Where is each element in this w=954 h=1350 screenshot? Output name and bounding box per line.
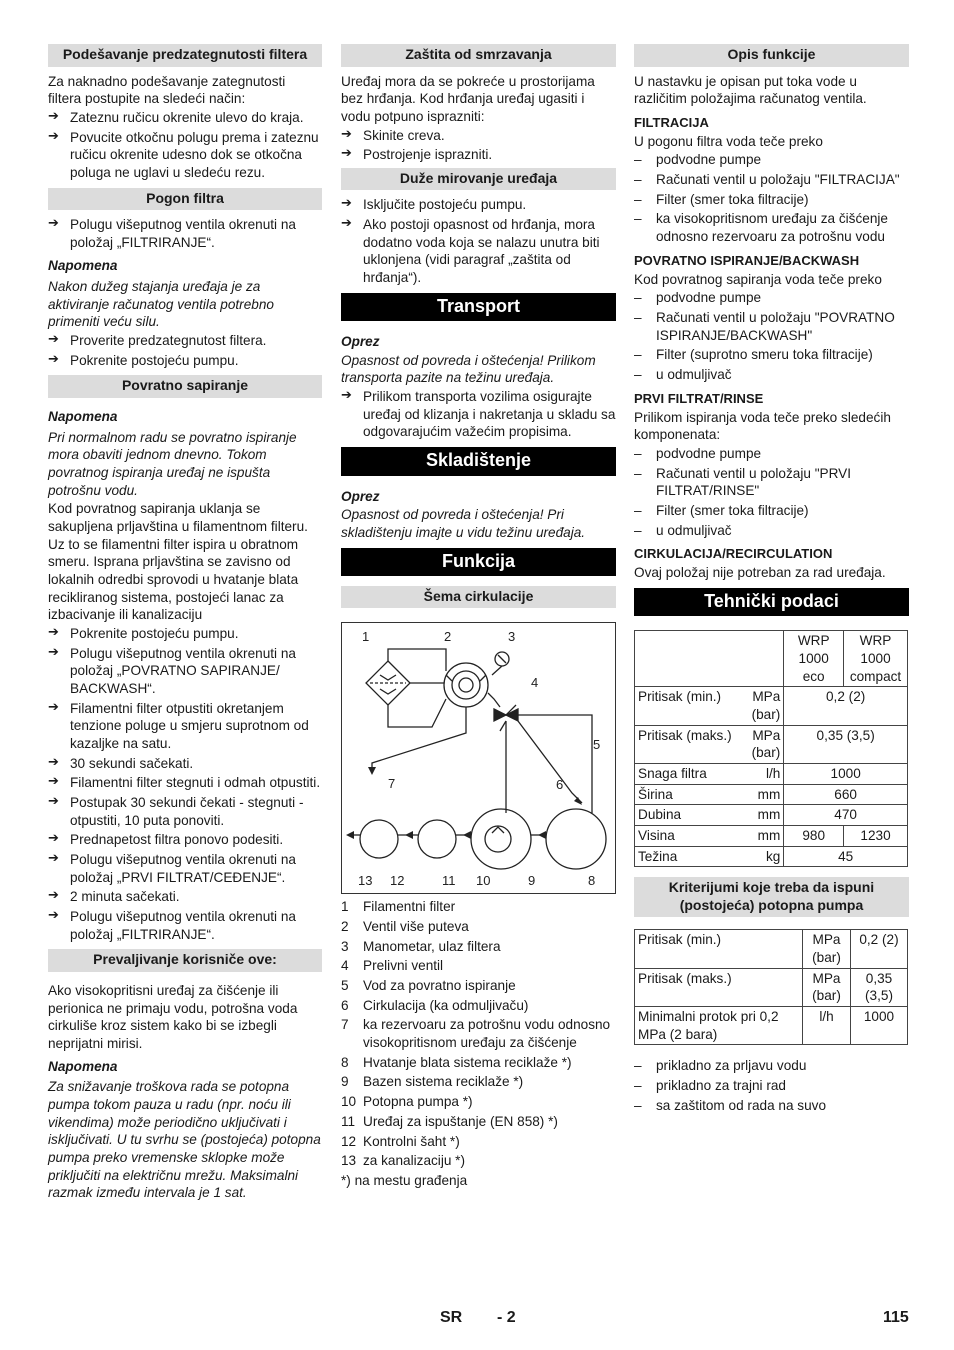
heading-pump-criteria: Kriterijumi koje treba da ispuni (postojeća) potopna pumpa (634, 877, 909, 917)
column-header-eco: WRP 1000 eco (784, 631, 844, 687)
diagram-label-2: 2 (444, 629, 452, 645)
legend-item: 12 Kontrolni šaht *) (341, 1133, 460, 1149)
diagram-label-3: 3 (508, 629, 516, 645)
step: ➔ Postupak 30 sekundi čekati - stegnuti - otpustiti, 10 puta ponoviti. (48, 794, 322, 829)
caution-heading: Oprez (341, 334, 380, 350)
heading-filter-operation: Pogon filtra (48, 188, 322, 211)
diagram-label-8: 8 (588, 873, 596, 889)
heading-storage: Skladištenje (341, 447, 616, 475)
page-number: 115 (883, 1309, 909, 1326)
heading-frost-protection: Zaštita od smrzavanja (341, 44, 616, 67)
table-header-row (635, 631, 908, 687)
step: ➔ Polugu višeputnog ventila okrenuti na položaj „FILTRIRANJE“. (48, 908, 322, 943)
note-heading: Napomena (48, 1058, 118, 1074)
step: ➔ Postrojenje isprazniti. (341, 146, 616, 164)
table-row: Dubina mm 470 (635, 805, 908, 826)
diagram-label-13: 13 (358, 873, 373, 889)
filter-operation-steps (48, 216, 322, 251)
legend-item: 3 Manometar, ulaz filtera (341, 938, 501, 954)
technical-data-table (634, 630, 908, 867)
pump-criteria-table (634, 929, 908, 1045)
legend-item: 7 ka rezervoaru za potrošnu vodu odnosno visokopritisnom uređaju za čišćenje (341, 1017, 611, 1051)
step: ➔ Pokrenite postojeću pumpu. (48, 352, 322, 370)
diagram-label-9: 9 (528, 873, 536, 889)
backwash-mode-list (634, 289, 909, 383)
recirculation-text: Ako visokopritisni uređaj za čišćenje ili perionica ne primaju vodu, potrošna voda cirkuliše kroz sistem kako bi se izbegli neprijatni mirisi. (48, 982, 298, 1051)
filtration-intro: U pogonu filtra voda teče preko (634, 133, 823, 149)
footer-language: SR (440, 1309, 463, 1326)
list-item: – Računati ventil u položaju "FILTRACIJA" (634, 171, 909, 189)
filter-operation-steps-2 (48, 332, 322, 369)
table-row: Minimalni protok pri 0,2 MPa (2 bara) l/h 1000 (635, 1006, 908, 1044)
heading-filter-pretension: Podešavanje predzategnutosti filtera (48, 44, 322, 67)
function-intro: U nastavku je opisan put toka vode u različitim položajima računatog ventila. (634, 73, 867, 107)
list-item: – u odmuljivač (634, 522, 909, 540)
caution-heading: Oprez (341, 488, 380, 504)
list-item: – Filter (suprotno smeru toka filtracije) (634, 346, 909, 364)
overflow-valve-symbol (494, 709, 506, 721)
filter-pretension-steps (48, 109, 322, 182)
list-item: – Filter (smer toka filtracije) (634, 191, 909, 209)
drain-device-symbol (418, 820, 456, 858)
step: ➔ Polugu višeputnog ventila okrenuti na položaj „FILTRIRANJE“. (48, 216, 322, 251)
legend-item: 9 Bazen sistema reciklaže *) (341, 1074, 524, 1090)
frost-text: Uređaj mora da se pokreće u prostorijama bez hrđanja. Kod hrđanja uređaj ugasiti i vodu potpuno isprazniti: (341, 73, 595, 124)
step: ➔ Polugu višeputnog ventila okrenuti na položaj „PRVI FILTRAT/CEĐENJE“. (48, 851, 322, 886)
step: ➔ Povucite otkočnu polugu prema i zateznu ručicu okrenite udesno dok se otkočna poluga ne uglavi u sledeću rezu. (48, 129, 322, 182)
list-item: – prikladno za prljavu vodu (634, 1057, 909, 1075)
note-text: Nakon dužeg stajanja uređaja je za aktiviranje računatog ventila potrebno primeniti veću silu. (48, 279, 274, 330)
table-row: Visina mm 980 1230 (635, 825, 908, 846)
legend-item: 11 Uređaj za ispuštanje (EN 858) *) (341, 1113, 558, 1129)
recycling-basin-symbol (471, 809, 531, 869)
step: ➔ Polugu višeputnog ventila okrenuti na položaj „POVRATNO SAPIRANJE/ BACKWASH“. (48, 645, 322, 698)
rinse-heading: PRVI FILTRAT/RINSE (634, 390, 764, 406)
table-row: Težina kg 45 (635, 846, 908, 867)
column-2 (341, 44, 616, 1191)
filtration-list (634, 151, 909, 245)
list-item: – Filter (smer toka filtracije) (634, 502, 909, 520)
footer-section: - 2 (497, 1309, 516, 1326)
note-text: Za snižavanje troškova rada se potopna pumpa tokom pauza u radu (npr. noću ili vikendima) može periodično uključivati i isključivati. U tu svrhu se (postojeća) potopna pumpa preko vremenske sklopke može priključiti na električnu mrežu. Maksimalni razmak između intervala je 1 sat. (48, 1079, 321, 1201)
list-item: – u odmuljivač (634, 366, 909, 384)
legend-item: 10 Potopna pumpa *) (341, 1094, 473, 1110)
list-item: – prikladno za trajni rad (634, 1077, 909, 1095)
legend-item: 2 Ventil više puteva (341, 919, 469, 935)
legend-item: 6 Cirkulacija (ka odmuljivaču) (341, 997, 529, 1013)
diagram-label-6: 6 (556, 777, 564, 793)
table-row: Pritisak (min.) MPa (bar) 0,2 (2) (635, 687, 908, 725)
diagram-label-4: 4 (531, 675, 539, 691)
table-row: Snaga filtra l/h 1000 (635, 763, 908, 784)
column-1 (48, 44, 322, 1203)
note-heading: Napomena (48, 408, 118, 424)
step: ➔ Zateznu ručicu okrenite ulevo do kraja. (48, 109, 322, 127)
list-item: – podvodne pumpe (634, 151, 909, 169)
diagram-label-7: 7 (388, 776, 396, 792)
step: ➔ 2 minuta sačekati. (48, 888, 322, 906)
caution-text: Opasnost od povreda i oštećenja! Pri skladištenju imajte u vidu težinu uređaja. (341, 507, 586, 540)
legend-item: 1 Filamentni filter (341, 899, 456, 915)
legend-item: 13 za kanalizaciju *) (341, 1153, 465, 1169)
legend-item: 5 Vod za povratno ispiranje (341, 978, 516, 994)
list-item: – ka visokopritisnom uređaju za čišćenje odnosno rezervoaru za potrošnu vodu (634, 210, 909, 245)
table-row: Pritisak (maks.) MPa (bar) 0,35 (3,5) (635, 725, 908, 763)
step: ➔ 30 sekundi sačekati. (48, 755, 322, 773)
backwash-mode-intro: Kod povratnog sapiranja voda teče preko (634, 271, 882, 287)
circulation-diagram-svg (342, 623, 615, 893)
filtration-heading: FILTRACIJA (634, 114, 709, 130)
frost-steps (341, 127, 616, 164)
heading-function: Funkcija (341, 548, 616, 576)
step: ➔ Filamentni filter stegnuti i odmah otpustiti. (48, 774, 322, 792)
heading-function-description: Opis funkcije (634, 44, 909, 67)
rinse-intro: Prilikom ispiranja voda teče preko sledećih komponenata: (634, 409, 891, 443)
heading-circulation-scheme: Šema cirkulacije (341, 586, 616, 609)
backwash-mode-heading: POVRATNO ISPIRANJE/BACKWASH (634, 252, 860, 268)
legend-item: 8 Hvatanje blata sistema reciklaže *) (341, 1054, 572, 1070)
control-shaft-symbol (360, 820, 398, 858)
transport-steps (341, 388, 616, 441)
table-row: Pritisak (maks.) MPa (bar) 0,35 (3,5) (635, 968, 908, 1006)
step: ➔ Pokrenite postojeću pumpu. (48, 625, 322, 643)
note-heading: Napomena (48, 258, 118, 274)
list-item: – sa zaštitom od rada na suvo (634, 1097, 909, 1115)
step: ➔ Ako postoji opasnost od hrđanja, mora dodatno voda koja se nalazu unutra biti uklonjena (vidi paragraf „zaštita od hrđanja“). (341, 216, 616, 287)
pump-criteria-list (634, 1057, 909, 1114)
step: ➔ Isključite postojeću pumpu. (341, 196, 616, 214)
caution-text: Opasnost od povreda i oštećenja! Prilikom transporta pazite na težinu uređaja. (341, 352, 596, 386)
table-row: Širina mm 660 (635, 784, 908, 805)
legend-footnote: *) na mestu građenja (341, 1172, 468, 1188)
step: ➔ Prilikom transporta vozilima osigurajte uređaj od klizanja i nakretanja u skladu sa odgovarajućim važećim propisima. (341, 388, 616, 441)
step: ➔ Proverite predzategnutost filtera. (48, 332, 322, 350)
table-row: Pritisak (min.) MPa (bar) 0,2 (2) (635, 930, 908, 968)
list-item: – Računati ventil u položaju "POVRATNO ISPIRANJE/BACKWASH" (634, 309, 909, 344)
diagram-label-10: 10 (476, 873, 491, 889)
idle-steps (341, 196, 616, 286)
diagram-label-5: 5 (593, 737, 601, 753)
heading-technical-data: Tehnički podaci (634, 588, 909, 616)
backwash-steps (48, 625, 322, 943)
sludge-tank-symbol (546, 809, 606, 869)
legend-item: 4 Prelivni ventil (341, 958, 444, 974)
recirculation-mode-heading: CIRKULACIJA/RECIRCULATION (634, 546, 833, 562)
backwash-text: Kod povratnog sapiranja uklanja se sakupljena prljavština u filamentnom filteru. Uz to se filamentni filter ispira u obratnom smeru. Isprana prljavština se zavisno od lokalnih odredbi sprovodi u hvatanje blata recikliranog sistema, postojeći lanac za izbacivanje ili kanalizaciju (48, 501, 308, 623)
heading-backwash: Povratno sapiranje (48, 375, 322, 398)
filter-pretension-intro: Za naknadno podešavanje zategnutosti filtera postupite na sledeći način: (48, 73, 286, 107)
heading-recirculation: Prevaljivanje korisniče ove: (48, 949, 322, 972)
column-3 (634, 44, 909, 1116)
diagram-label-1: 1 (362, 629, 370, 645)
heading-transport: Transport (341, 293, 616, 321)
column-header-compact: WRP 1000 compact (844, 631, 908, 687)
multiport-valve-symbol (444, 663, 488, 707)
step: ➔ Skinite creva. (341, 127, 616, 145)
rinse-list (634, 445, 909, 539)
note-text: Pri normalnom radu se povratno ispiranje mora obaviti jednom dnevno. Tokom povratnog ispiranja uređaj ne ispušta potrošnu vodu. (48, 429, 297, 498)
step: ➔ Filamentni filter otpustiti okretanjem tenzione poluge u smjeru suprotnom od kazaljke na satu. (48, 700, 322, 753)
list-item: – podvodne pumpe (634, 445, 909, 463)
diagram-label-11: 11 (442, 873, 456, 889)
step: ➔ Prednapetost filtra ponovo podesiti. (48, 831, 322, 849)
list-item: – Računati ventil u položaju "PRVI FILTRAT/RINSE" (634, 465, 909, 500)
recirculation-mode-text: Ovaj položaj nije potreban za rad uređaja. (634, 565, 886, 581)
list-item: – podvodne pumpe (634, 289, 909, 307)
heading-long-idle: Duže mirovanje uređaja (341, 168, 616, 191)
diagram-label-12: 12 (390, 873, 405, 889)
circulation-diagram (341, 622, 616, 894)
diagram-legend (341, 898, 616, 1169)
